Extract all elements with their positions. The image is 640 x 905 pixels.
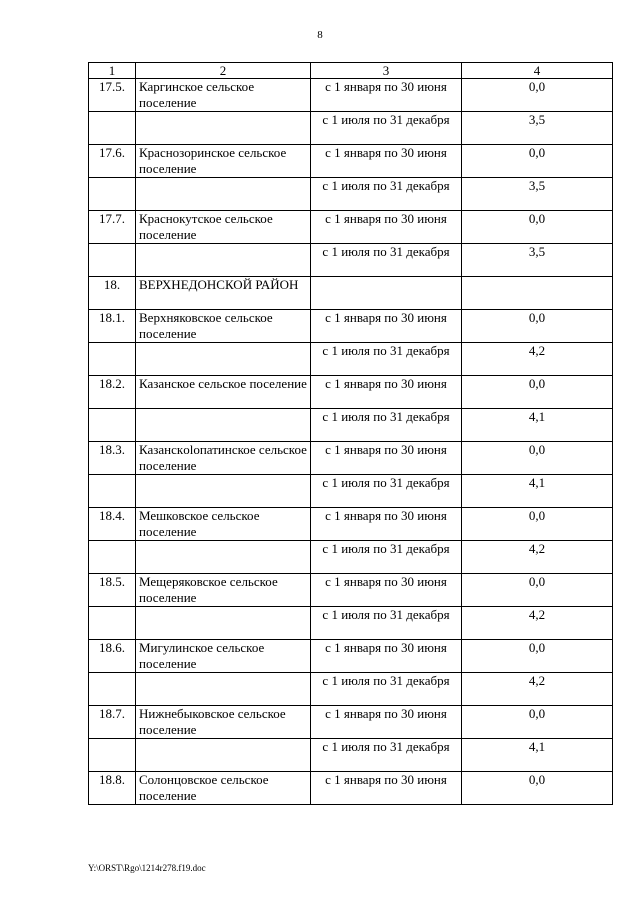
table-row (89, 244, 613, 277)
municipality-name-cell: Казанскolопатинское сельское поселение (136, 442, 311, 475)
table-row (89, 673, 613, 706)
table-row (89, 772, 613, 805)
municipality-name-cell: Казанское сельское поселение (136, 376, 311, 409)
row-number-cell (89, 541, 136, 574)
period-cell: с 1 января по 30 июня (311, 574, 462, 607)
municipality-name-cell (136, 244, 311, 277)
municipality-name-cell (136, 541, 311, 574)
row-number-cell: 18.1. (89, 310, 136, 343)
page-number: 8 (317, 29, 323, 41)
period-cell (311, 277, 462, 310)
municipality-name-cell: Мещеряковское сельское поселение (136, 574, 311, 607)
row-number-cell (89, 607, 136, 640)
rate-value-cell: 0,0 (462, 772, 613, 805)
row-number-cell: 18.2. (89, 376, 136, 409)
rate-value-cell: 4,1 (462, 409, 613, 442)
municipality-name-cell: Нижнебыковское сельское поселение (136, 706, 311, 739)
period-cell: с 1 января по 30 июня (311, 508, 462, 541)
table-row (89, 211, 613, 244)
column-header-4: 4 (462, 63, 613, 79)
column-header-2: 2 (136, 63, 311, 79)
row-number-cell (89, 475, 136, 508)
row-number-cell (89, 343, 136, 376)
rate-value-cell: 0,0 (462, 508, 613, 541)
municipality-name-cell: Краснокутское сельское поселение (136, 211, 311, 244)
row-number-cell: 18.6. (89, 640, 136, 673)
rate-value-cell: 4,1 (462, 739, 613, 772)
row-number-cell: 18.5. (89, 574, 136, 607)
row-number-cell: 18.3. (89, 442, 136, 475)
table-row (89, 409, 613, 442)
table-row (89, 541, 613, 574)
table-row (89, 574, 613, 607)
period-cell: с 1 июля по 31 декабря (311, 739, 462, 772)
rate-value-cell: 4,2 (462, 673, 613, 706)
table-row (89, 79, 613, 112)
rate-value-cell: 4,2 (462, 607, 613, 640)
table-row (89, 475, 613, 508)
table-row (89, 178, 613, 211)
municipality-name-cell (136, 739, 311, 772)
row-number-cell: 18.4. (89, 508, 136, 541)
table-row (89, 442, 613, 475)
municipality-name-cell: Мигулинское сельское поселение (136, 640, 311, 673)
column-header-1: 1 (89, 63, 136, 79)
table-row (89, 343, 613, 376)
table-row (89, 376, 613, 409)
rate-value-cell: 3,5 (462, 178, 613, 211)
municipality-name-cell (136, 343, 311, 376)
rate-value-cell: 0,0 (462, 211, 613, 244)
row-number-cell: 18.7. (89, 706, 136, 739)
period-cell: с 1 января по 30 июня (311, 79, 462, 112)
period-cell: с 1 июля по 31 декабря (311, 607, 462, 640)
table-body (89, 79, 613, 805)
row-number-cell: 17.5. (89, 79, 136, 112)
period-cell: с 1 января по 30 июня (311, 145, 462, 178)
municipality-name-cell: Верхняковское сельское поселение (136, 310, 311, 343)
row-number-cell (89, 112, 136, 145)
municipality-name-cell (136, 607, 311, 640)
rate-value-cell: 3,5 (462, 112, 613, 145)
period-cell: с 1 июля по 31 декабря (311, 112, 462, 145)
table-row (89, 310, 613, 343)
row-number-cell: 18. (89, 277, 136, 310)
table-row (89, 739, 613, 772)
rate-value-cell: 0,0 (462, 310, 613, 343)
municipality-name-cell: Каргинское сельское поселение (136, 79, 311, 112)
period-cell: с 1 января по 30 июня (311, 640, 462, 673)
column-header-3: 3 (311, 63, 462, 79)
rate-value-cell: 0,0 (462, 640, 613, 673)
period-cell: с 1 июля по 31 декабря (311, 409, 462, 442)
row-number-cell (89, 178, 136, 211)
municipality-name-cell: Краснозоринское сельское поселение (136, 145, 311, 178)
row-number-cell (89, 673, 136, 706)
rate-value-cell (462, 277, 613, 310)
period-cell: с 1 января по 30 июня (311, 772, 462, 805)
municipality-name-cell: Мешковское сельское поселение (136, 508, 311, 541)
row-number-cell (89, 409, 136, 442)
municipality-name-cell (136, 409, 311, 442)
row-number-cell: 18.8. (89, 772, 136, 805)
row-number-cell (89, 739, 136, 772)
rate-value-cell: 0,0 (462, 706, 613, 739)
rate-value-cell: 3,5 (462, 244, 613, 277)
period-cell: с 1 июля по 31 декабря (311, 343, 462, 376)
table-row (89, 145, 613, 178)
period-cell: с 1 января по 30 июня (311, 211, 462, 244)
rate-value-cell: 0,0 (462, 145, 613, 178)
rate-value-cell: 4,2 (462, 541, 613, 574)
rate-value-cell: 4,1 (462, 475, 613, 508)
rate-value-cell: 4,2 (462, 343, 613, 376)
municipality-name-cell (136, 178, 311, 211)
municipality-name-cell: Солонцовское сельское поселение (136, 772, 311, 805)
period-cell: с 1 января по 30 июня (311, 442, 462, 475)
table-row (89, 640, 613, 673)
rate-value-cell: 0,0 (462, 442, 613, 475)
table-row (89, 112, 613, 145)
municipality-name-cell (136, 475, 311, 508)
municipality-name-cell (136, 112, 311, 145)
period-cell: с 1 июля по 31 декабря (311, 541, 462, 574)
period-cell: с 1 июля по 31 декабря (311, 244, 462, 277)
municipality-name-cell (136, 673, 311, 706)
row-number-cell: 17.7. (89, 211, 136, 244)
rate-value-cell: 0,0 (462, 376, 613, 409)
table-header (89, 63, 613, 79)
period-cell: с 1 января по 30 июня (311, 310, 462, 343)
period-cell: с 1 января по 30 июня (311, 376, 462, 409)
document-path-footer: Y:\ORST\Rgo\1214r278.f19.doc (88, 863, 206, 873)
table-row (89, 607, 613, 640)
period-cell: с 1 января по 30 июня (311, 706, 462, 739)
period-cell: с 1 июля по 31 декабря (311, 178, 462, 211)
municipality-name-cell: ВЕРХНЕДОНСКОЙ РАЙОН (136, 277, 311, 310)
rate-value-cell: 0,0 (462, 79, 613, 112)
period-cell: с 1 июля по 31 декабря (311, 475, 462, 508)
table-row (89, 277, 613, 310)
period-cell: с 1 июля по 31 декабря (311, 673, 462, 706)
table-row (89, 508, 613, 541)
table-row (89, 706, 613, 739)
row-number-cell: 17.6. (89, 145, 136, 178)
row-number-cell (89, 244, 136, 277)
rate-value-cell: 0,0 (462, 574, 613, 607)
tax-rate-table (88, 62, 613, 805)
